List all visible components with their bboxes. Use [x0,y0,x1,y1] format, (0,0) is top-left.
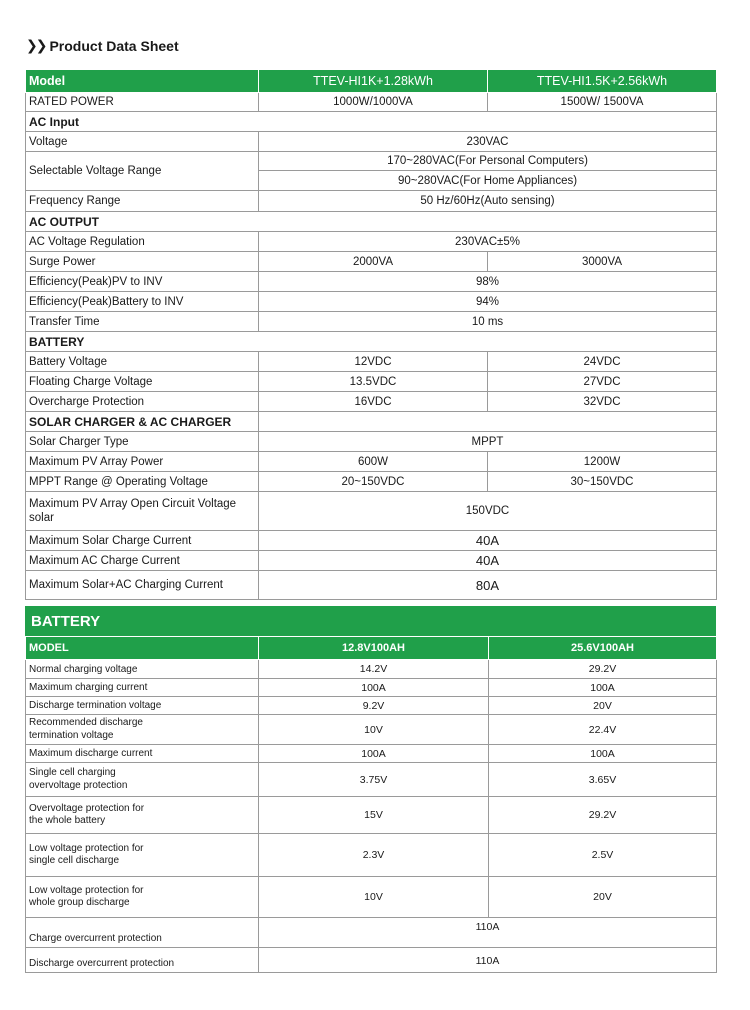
row-value: 29.2V [489,660,717,679]
section-header [26,112,717,132]
row-value: 27VDC [488,372,717,392]
table-row [26,312,717,332]
table-row [26,834,717,877]
row-label: Maximum charging current [26,679,259,697]
row-label: RATED POWER [26,93,259,112]
row-value: 98% [259,272,717,292]
row-value: 14.2V [259,660,489,679]
row-value: 10 ms [259,312,717,332]
row-value: 20~150VDC [259,472,488,492]
table-row [26,191,717,212]
row-value: 30~150VDC [488,472,717,492]
section-title: BATTERY [26,332,717,352]
row-label: Frequency Range [26,191,259,212]
row-value: 110A [259,948,717,973]
row-label: MPPT Range @ Operating Voltage [26,472,259,492]
model-col1: 12.8V100AH [259,637,489,660]
row-value: 1500W/ 1500VA [488,93,717,112]
row-value: 12VDC [259,352,488,372]
row-value: 29.2V [489,797,717,834]
row-value: 20V [489,877,717,918]
row-label: Single cell charging overvoltage protection [26,763,259,797]
section-header [26,412,717,432]
row-label: Overvoltage protection for the whole battery [26,797,259,834]
row-value: 150VDC [259,492,717,531]
row-value: 15V [259,797,489,834]
row-label: Transfer Time [26,312,259,332]
row-value: 80A [259,571,717,600]
row-value: 2000VA [259,252,488,272]
row-label: Selectable Voltage Range [26,152,259,191]
model-header-row [26,637,717,660]
table-row [26,352,717,372]
table-row [26,948,717,973]
table-row [26,232,717,252]
table-row [26,132,717,152]
row-label: Maximum PV Array Open Circuit Voltage solar [26,492,259,531]
table-row [26,372,717,392]
row-label: Maximum Solar Charge Current [26,531,259,551]
row-label: Battery Voltage [26,352,259,372]
table-row [26,715,717,745]
row-label: Solar Charger Type [26,432,259,452]
row-value: 100A [489,679,717,697]
row-value: 22.4V [489,715,717,745]
table-row [26,392,717,412]
row-label: Normal charging voltage [26,660,259,679]
row-label: Low voltage protection for single cell discharge [26,834,259,877]
row-value: 230VAC [259,132,717,152]
row-label: Recommended discharge termination voltage [26,715,259,745]
battery-spec-table [25,636,717,973]
row-value: 1200W [488,452,717,472]
row-value: 3000VA [488,252,717,272]
row-value: 40A [259,551,717,571]
double-chevron-right-icon: ❯❯ [26,37,46,53]
model-header-row [26,70,717,93]
row-value: 10V [259,715,489,745]
model-label: MODEL [26,637,259,660]
row-label: Efficiency(Peak)PV to INV [26,272,259,292]
table-row [26,697,717,715]
row-label: Maximum discharge current [26,745,259,763]
model-label: Model [26,70,259,93]
row-label: Overcharge Protection [26,392,259,412]
row-value: 94% [259,292,717,312]
empty-cell [259,412,717,432]
section-header [26,212,717,232]
row-value: MPPT [259,432,717,452]
row-label: Low voltage protection for whole group discharge [26,877,259,918]
row-value: 100A [259,745,489,763]
row-label: Surge Power [26,252,259,272]
row-value: 90~280VAC(For Home Appliances) [259,171,717,191]
table-row [26,745,717,763]
table-row [26,93,717,112]
model-col2: 25.6V100AH [489,637,717,660]
table-row [26,432,717,452]
table-row [26,797,717,834]
section-title: AC Input [26,112,717,132]
row-value: 16VDC [259,392,488,412]
row-label: Floating Charge Voltage [26,372,259,392]
model-col1: TTEV-HI1K+1.28kWh [259,70,488,93]
row-label: Maximum Solar+AC Charging Current [26,571,259,600]
row-value: 100A [489,745,717,763]
row-value: 13.5VDC [259,372,488,392]
row-label: Charge overcurrent protection [26,918,259,948]
table-row [26,152,717,171]
row-label: AC Voltage Regulation [26,232,259,252]
row-value: 40A [259,531,717,551]
table-row [26,292,717,312]
section-title: AC OUTPUT [26,212,717,232]
row-value: 24VDC [488,352,717,372]
row-value: 1000W/1000VA [259,93,488,112]
table-row [26,877,717,918]
row-value: 3.65V [489,763,717,797]
row-label: Maximum PV Array Power [26,452,259,472]
row-value: 100A [259,679,489,697]
table-row [26,492,717,531]
row-value: 3.75V [259,763,489,797]
section-header [26,332,717,352]
row-value: 2.5V [489,834,717,877]
row-value: 10V [259,877,489,918]
row-value: 230VAC±5% [259,232,717,252]
table-row [26,679,717,697]
table-row [26,763,717,797]
row-label: Voltage [26,132,259,152]
table-row [26,452,717,472]
table-row [26,551,717,571]
row-value: 32VDC [488,392,717,412]
section-title: SOLAR CHARGER & AC CHARGER [26,412,259,432]
row-label: Discharge overcurrent protection [26,948,259,973]
table-row [26,660,717,679]
row-label: Discharge termination voltage [26,697,259,715]
row-value: 50 Hz/60Hz(Auto sensing) [259,191,717,212]
row-value: 110A [259,918,717,948]
row-value: 2.3V [259,834,489,877]
row-label: Efficiency(Peak)Battery to INV [26,292,259,312]
page-title-text: Product Data Sheet [49,37,179,54]
inverter-spec-table [25,69,717,600]
table-row [26,571,717,600]
row-value: 170~280VAC(For Personal Computers) [259,152,717,171]
table-row [26,272,717,292]
table-row [26,918,717,948]
row-value: 600W [259,452,488,472]
page-title [26,37,179,54]
model-col2: TTEV-HI1.5K+2.56kWh [488,70,717,93]
row-label: Maximum AC Charge Current [26,551,259,571]
row-value: 20V [489,697,717,715]
table-row [26,252,717,272]
table-row [26,531,717,551]
table-row [26,472,717,492]
row-value: 9.2V [259,697,489,715]
battery-section-title: BATTERY [25,606,716,636]
